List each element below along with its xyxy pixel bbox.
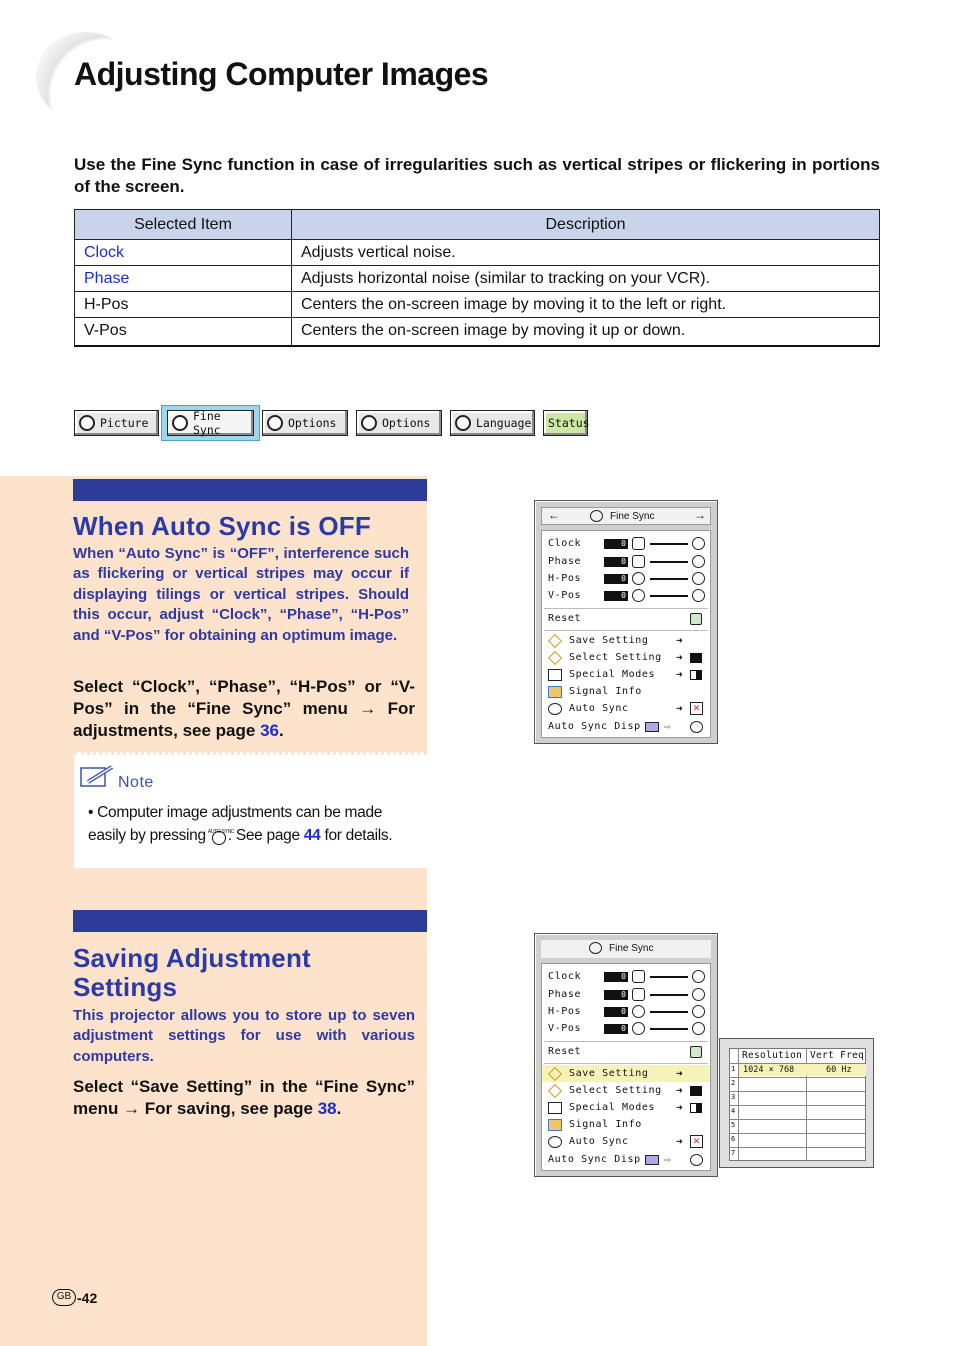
step-end: . xyxy=(336,1099,342,1118)
tab-label: Status xyxy=(548,416,590,430)
row-number: 3 xyxy=(731,1093,736,1101)
osd-item-label: Signal Info xyxy=(569,1119,642,1130)
table-row xyxy=(75,318,880,346)
reset-icon xyxy=(690,613,702,625)
osd-item-label: Signal Info xyxy=(569,686,642,697)
osd-item-label: Auto Sync xyxy=(569,703,629,714)
osd-divider xyxy=(544,1063,708,1064)
osd-item-special-modes[interactable] xyxy=(542,1099,710,1116)
osd-item-select-setting[interactable] xyxy=(542,1082,710,1099)
row-resolution[interactable]: 1024 × 768 xyxy=(743,1065,795,1075)
step-save xyxy=(73,1076,415,1120)
table-header-row xyxy=(75,210,880,240)
osd-slider[interactable] xyxy=(650,561,688,563)
osd-item-label: Auto Sync Disp xyxy=(548,1154,641,1165)
table-cell-description: Adjusts vertical noise. xyxy=(292,240,880,266)
note-label: Note xyxy=(118,774,154,791)
tab-options-2[interactable] xyxy=(356,410,442,436)
table-cell-description: Centers the on-screen image by moving it up or down. xyxy=(292,318,880,346)
osd-item-save-setting[interactable] xyxy=(542,632,710,649)
clock-max-icon xyxy=(692,970,705,983)
v-pos-down-icon xyxy=(632,1022,645,1035)
osd-item-v-pos[interactable] xyxy=(542,1020,710,1037)
pencil-icon xyxy=(80,764,116,792)
arrow-right-icon: ➜ xyxy=(676,668,683,681)
arrow-right-icon: ➜ xyxy=(676,1084,683,1097)
display-icon xyxy=(645,722,659,732)
tab-picture[interactable] xyxy=(74,410,159,436)
arrow-right-icon: ⇨ xyxy=(664,1153,671,1166)
osd-item-auto-sync[interactable] xyxy=(542,1133,710,1150)
osd-item-value: 0 xyxy=(604,972,628,982)
page-link-38[interactable]: 38 xyxy=(317,1099,337,1118)
osd-item-select-setting[interactable] xyxy=(542,649,710,666)
section-bar xyxy=(73,479,427,501)
tab-label: Picture xyxy=(100,416,149,430)
clock-min-icon xyxy=(632,970,645,983)
table-cell-description: Centers the on-screen image by moving it to the left or right. xyxy=(292,292,880,318)
table-row xyxy=(75,266,880,292)
osd-item-phase[interactable] xyxy=(542,553,710,570)
phase-min-icon xyxy=(632,555,645,568)
osd-item-label: V-Pos xyxy=(548,590,582,601)
options-icon xyxy=(267,415,283,431)
osd-header xyxy=(541,940,711,958)
auto-sync-off-icon: ✕ xyxy=(690,702,703,715)
osd-item-value: 0 xyxy=(604,990,628,1000)
v-pos-down-icon xyxy=(632,589,645,602)
osd-item-label: Phase xyxy=(548,989,582,1000)
intro-text: Use the Fine Sync function in case of irregularities such as vertical stripes or flickering in portions of the screen. xyxy=(74,155,880,196)
osd-fine-sync-screen-1 xyxy=(534,500,718,744)
h-pos-right-icon xyxy=(692,1005,705,1018)
clock-min-icon xyxy=(632,537,645,550)
osd-item-label: Phase xyxy=(548,556,582,567)
page-number: -42 xyxy=(77,1289,98,1306)
section-title-auto-sync: When Auto Sync is OFF xyxy=(73,511,371,541)
osd-body xyxy=(541,963,711,1171)
osd-title: Fine Sync xyxy=(610,511,655,522)
select-setting-icon xyxy=(548,1083,562,1097)
osd-item-label: H-Pos xyxy=(548,573,582,584)
auto-sync-button-label: AUTO SYNC xyxy=(207,828,235,835)
row-vert-freq: 60 Hz xyxy=(826,1065,852,1075)
region-badge: GB xyxy=(52,1289,76,1306)
osd-slider[interactable] xyxy=(650,578,688,580)
save-setting-icon xyxy=(548,1066,562,1080)
osd-item-signal-info[interactable] xyxy=(542,683,710,700)
osd-item-reset[interactable] xyxy=(542,1043,710,1060)
clock-max-icon xyxy=(692,537,705,550)
auto-sync-icon xyxy=(548,703,562,715)
osd-divider xyxy=(544,630,708,631)
note-divider xyxy=(74,752,427,758)
setting-box-icon xyxy=(690,653,702,663)
section-body-saving: This projector allows you to store up to seven adjustment settings for use with various computers. xyxy=(73,1007,415,1065)
v-pos-up-icon xyxy=(692,1022,705,1035)
osd-item-v-pos[interactable] xyxy=(542,587,710,604)
special-modes-icon xyxy=(548,1102,562,1114)
osd-item-label: Reset xyxy=(548,613,582,624)
step-text: Select “Clock”, “Phase”, “H-Pos” or “V-Pos” in the “Fine Sync” menu → For adjustments, see page xyxy=(73,677,415,740)
step-adjust xyxy=(73,676,415,742)
section-bar xyxy=(73,910,427,932)
osd-item-label: Special Modes xyxy=(569,669,656,680)
tab-label: Options xyxy=(382,416,431,430)
fine-sync-icon xyxy=(172,415,188,431)
h-pos-left-icon xyxy=(632,572,645,585)
table-cell-item: H-Pos xyxy=(75,292,292,318)
osd-item-clock[interactable] xyxy=(542,535,710,552)
osd-slider[interactable] xyxy=(650,1028,688,1030)
speech-bubble-icon xyxy=(455,415,471,431)
row-number: 1 xyxy=(731,1065,736,1073)
table-cell-item: V-Pos xyxy=(75,318,292,346)
arrow-right-icon: ⇨ xyxy=(664,720,671,733)
osd-item-label: Save Setting xyxy=(569,635,649,646)
auto-sync-icon xyxy=(548,1136,562,1148)
section-title-line2: Settings xyxy=(73,972,178,1002)
signal-info-icon xyxy=(548,1119,562,1131)
arrow-right-icon: ➜ xyxy=(676,651,683,664)
page-footer xyxy=(52,1289,97,1306)
tab-label: Language xyxy=(476,416,532,430)
osd-item-label: Save Setting xyxy=(569,1068,649,1079)
step-end: . xyxy=(279,721,284,740)
column-header-resolution: Resolution xyxy=(742,1050,803,1061)
waveform-icon xyxy=(690,721,703,733)
setting-box-icon xyxy=(690,1086,702,1096)
osd-item-special-modes[interactable] xyxy=(542,666,710,683)
fine-sync-icon xyxy=(589,942,602,954)
arrow-right-icon: ➜ xyxy=(676,1101,683,1114)
column-header-vert-freq: Vert Freq xyxy=(810,1050,865,1061)
osd-item-label: Reset xyxy=(548,1046,582,1057)
fine-sync-icon xyxy=(590,510,603,522)
tab-label: Fine Sync xyxy=(193,409,221,437)
osd-divider xyxy=(544,608,708,609)
auto-sync-button-icon xyxy=(207,824,235,846)
osd-item-value: 0 xyxy=(604,574,628,584)
section-title-saving xyxy=(73,944,311,1002)
osd-slider[interactable] xyxy=(650,1011,688,1013)
row-number: 4 xyxy=(731,1107,736,1115)
arrow-right-icon: → xyxy=(694,508,706,522)
osd-item-label: H-Pos xyxy=(548,1006,582,1017)
osd-item-signal-info[interactable] xyxy=(542,1116,710,1133)
row-number: 2 xyxy=(731,1079,736,1087)
osd-title: Fine Sync xyxy=(609,943,654,954)
osd-item-label: Clock xyxy=(548,971,582,982)
tab-label: Options xyxy=(288,416,337,430)
h-pos-right-icon xyxy=(692,572,705,585)
osd-slider[interactable] xyxy=(650,994,688,996)
waveform-icon xyxy=(690,1154,703,1166)
osd-item-value: 0 xyxy=(604,557,628,567)
phase-max-icon xyxy=(692,555,705,568)
osd-item-label: Special Modes xyxy=(569,1102,656,1113)
row-number: 7 xyxy=(731,1149,736,1157)
table-header-description: Description xyxy=(292,210,880,240)
tab-fine-sync[interactable] xyxy=(167,410,254,436)
table-row xyxy=(75,292,880,318)
osd-item-auto-sync-disp[interactable] xyxy=(542,718,710,735)
mode-box-icon xyxy=(690,1103,702,1113)
arrow-right-icon: ➜ xyxy=(676,1067,683,1080)
auto-sync-off-icon: ✕ xyxy=(690,1135,703,1148)
section-title-line1: Saving Adjustment xyxy=(73,943,311,973)
note-text-after: for details. xyxy=(320,826,393,844)
select-setting-icon xyxy=(548,650,562,664)
osd-header xyxy=(541,507,711,525)
arrow-left-icon: ← xyxy=(548,508,560,522)
osd-item-value: 0 xyxy=(604,539,628,549)
osd-item-phase[interactable] xyxy=(542,986,710,1003)
save-setting-icon xyxy=(548,633,562,647)
table-row xyxy=(75,240,880,266)
osd-item-label: Select Setting xyxy=(569,652,662,663)
row-number: 6 xyxy=(731,1135,736,1143)
osd-item-reset[interactable] xyxy=(542,610,710,627)
osd-item-auto-sync[interactable] xyxy=(542,700,710,717)
osd-divider xyxy=(544,1041,708,1042)
osd-item-save-setting[interactable] xyxy=(542,1065,710,1082)
osd-item-label: Select Setting xyxy=(569,1085,662,1096)
osd-item-value: 0 xyxy=(604,1024,628,1034)
tab-options-1[interactable] xyxy=(262,410,348,436)
osd-item-value: 0 xyxy=(604,591,628,601)
table-cell-description: Adjusts horizontal noise (similar to tracking on your VCR). xyxy=(292,266,880,292)
signal-info-icon xyxy=(548,686,562,698)
tab-status[interactable] xyxy=(543,410,588,436)
osd-item-h-pos[interactable] xyxy=(542,1003,710,1020)
osd-item-label: Auto Sync Disp xyxy=(548,721,641,732)
phase-min-icon xyxy=(632,988,645,1001)
osd-item-label: Clock xyxy=(548,538,582,549)
saved-settings-grid xyxy=(729,1048,866,1161)
osd-item-clock[interactable] xyxy=(542,968,710,985)
arrow-right-icon: ➜ xyxy=(676,702,683,715)
page-title: Adjusting Computer Images xyxy=(74,56,489,92)
table-cell-item[interactable]: Clock xyxy=(75,240,292,266)
osd-item-label: V-Pos xyxy=(548,1023,582,1034)
osd-slider[interactable] xyxy=(650,595,688,597)
phase-max-icon xyxy=(692,988,705,1001)
page-link-36[interactable]: 36 xyxy=(260,721,279,740)
v-pos-up-icon xyxy=(692,589,705,602)
note-text: • Computer image adjustments can be made easily by pressing AUTO SYNC . See page 44 for details. xyxy=(88,804,393,844)
osd-fine-sync-screen-2 xyxy=(534,933,718,1177)
special-modes-icon xyxy=(548,669,562,681)
saved-settings-table xyxy=(719,1038,874,1168)
osd-slider[interactable] xyxy=(650,976,688,978)
table-cell-item[interactable]: Phase xyxy=(75,266,292,292)
osd-item-value: 0 xyxy=(604,1007,628,1017)
note-text-mid: . See page xyxy=(227,826,304,844)
osd-body xyxy=(541,530,711,738)
osd-item-h-pos[interactable] xyxy=(542,570,710,587)
note-text-before: Computer image adjustments can be made easily by pressing xyxy=(88,804,383,844)
fine-sync-table xyxy=(74,209,880,347)
arrow-right-icon: ➜ xyxy=(676,634,683,647)
tab-language[interactable] xyxy=(450,410,535,436)
step-text: Select “Save Setting” in the “Fine Sync” menu → For saving, see page xyxy=(73,1077,415,1118)
section-body-auto-sync: When “Auto Sync” is “OFF”, interference such as flickering or vertical stripes may occur if displaying tilings or vertical stripes. Should this occur, adjust “Clock”, “Phase”, “H-Pos” and “V-Pos” for obtaining an optimum image. xyxy=(73,545,409,644)
mode-box-icon xyxy=(690,670,702,680)
osd-item-label: Auto Sync xyxy=(569,1136,629,1147)
page-link-44[interactable]: 44 xyxy=(303,826,321,844)
reset-icon xyxy=(690,1046,702,1058)
arrow-right-icon: ➜ xyxy=(676,1135,683,1148)
osd-item-auto-sync-disp[interactable] xyxy=(542,1151,710,1168)
picture-icon xyxy=(79,415,95,431)
display-icon xyxy=(645,1155,659,1165)
row-number: 5 xyxy=(731,1121,736,1129)
osd-slider[interactable] xyxy=(650,543,688,545)
options-icon xyxy=(361,415,377,431)
h-pos-left-icon xyxy=(632,1005,645,1018)
table-header-item: Selected Item xyxy=(75,210,292,240)
